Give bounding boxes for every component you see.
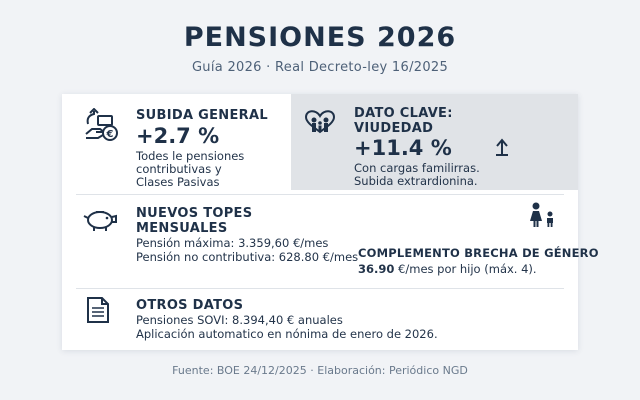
otros-line-1: Pensiones SOVI: 8.394,40 € anuales — [136, 313, 343, 327]
subida-line-2: contributivas y — [136, 162, 222, 176]
page-title: PENSIONES 2026 — [183, 22, 457, 53]
otros-line-2: Aplicación automatico en nónima de enero de 2026. — [136, 327, 438, 341]
money-growth-icon — [82, 108, 120, 142]
viudedad-value: +11.4 % — [354, 136, 452, 160]
divider-1 — [76, 194, 564, 195]
topes-heading-2: MENSUALES — [136, 221, 228, 236]
genero-value-amount: 36.90 — [358, 262, 395, 276]
subida-line-1: Todes le pensiones — [136, 149, 245, 163]
subida-heading: SUBIDA GENERAL — [136, 108, 268, 123]
topes-heading-1: NUEVOS TOPES — [136, 206, 253, 221]
source-footer: Fuente: BOE 24/12/2025 · Elaboración: Periódico NGD — [172, 364, 468, 377]
subida-value: +2.7 % — [136, 124, 220, 148]
family-heart-icon — [302, 108, 338, 136]
mother-child-icon — [526, 202, 558, 228]
topes-line-1: Pensión máxima: 3.359,60 €/mes — [136, 236, 329, 250]
viudedad-line-1: Con cargas familirras. — [354, 161, 480, 175]
genero-value-text: €/mes por hijo (máx. 4). — [394, 262, 537, 276]
info-card — [62, 94, 599, 350]
page-subtitle: Guía 2026 · Real Decreto-ley 16/2025 — [191, 60, 449, 75]
subida-line-3: Clases Pasivas — [136, 175, 220, 189]
divider-2 — [76, 288, 564, 289]
svg-text:€: € — [106, 129, 114, 140]
piggy-bank-icon — [82, 204, 118, 232]
viudedad-heading-1: DATO CLAVE: — [354, 106, 453, 121]
genero-value — [358, 262, 537, 276]
viudedad-line-2: Subida extrardionina. — [354, 174, 478, 188]
document-icon — [84, 296, 112, 324]
otros-heading: OTROS DATOS — [136, 298, 244, 313]
arrow-up-icon — [494, 138, 510, 156]
topes-line-2: Pensión no contributiva: 628.80 €/mes — [136, 250, 359, 264]
viudedad-heading-2: VIUDEDAD — [354, 121, 434, 136]
genero-heading: COMPLEMENTO BRECHA DE GÉNERO — [358, 246, 599, 260]
